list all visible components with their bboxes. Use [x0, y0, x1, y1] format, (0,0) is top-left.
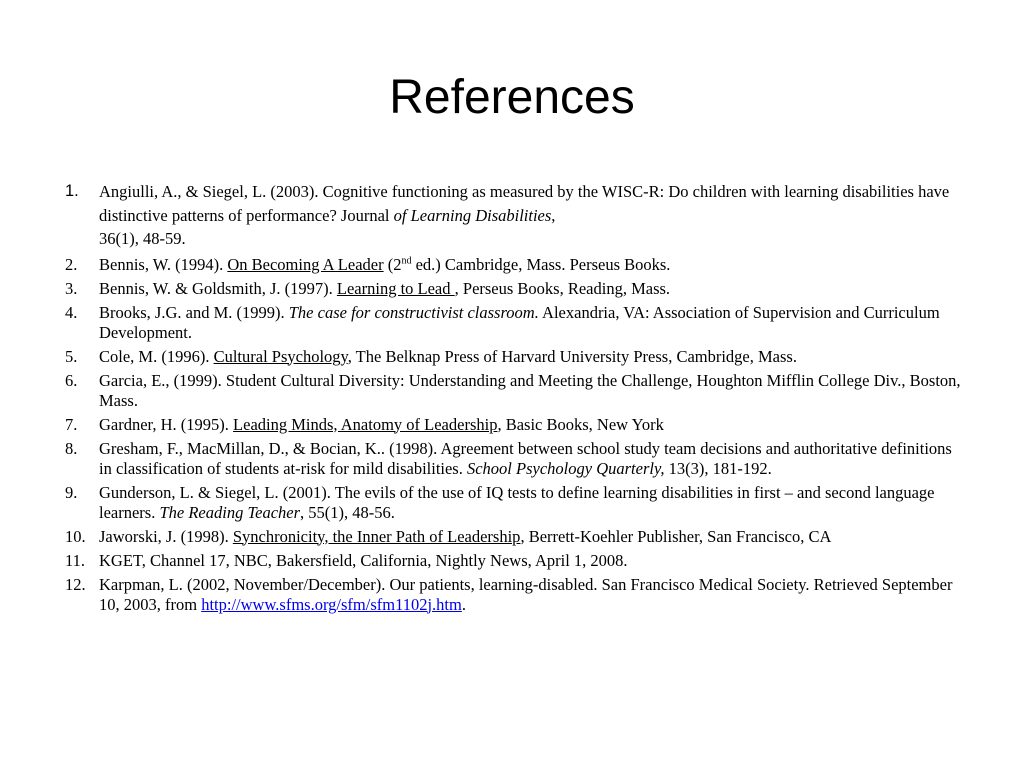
journal-title: School Psychology Quarterly, — [466, 458, 665, 478]
reference-text: Alexandria, VA: Association of Supervision and Curriculum Development. — [99, 302, 940, 342]
reference-text: Angiulli, A., & Siegel, L. (2003). Cognitive functioning as measured by the WISC-R: Do children with learning disabilities have distinctive patterns of performance? Journal — [99, 182, 950, 225]
reference-item — [65, 303, 965, 343]
reference-text: (2 — [383, 254, 402, 274]
book-title: Cultural Psychology — [213, 346, 348, 366]
book-title: On Becoming A Leader — [227, 254, 384, 274]
reference-text: Karpman, L. (2002, November/December). Our patients, learning-disabled. San Francisco Medical Society. Retrieved September 10, 2003, from — [99, 574, 953, 614]
reference-number: 8. — [65, 438, 78, 458]
slide-title: References — [389, 71, 635, 124]
reference-text: Garcia, E., (1999). Student Cultural Diversity: Understanding and Meeting the Challenge, Houghton Mifflin College Div., Boston, Mass. — [99, 370, 961, 410]
reference-text: Gardner, H. (1995). — [99, 414, 234, 434]
reference-text: 13(3), 181-192. — [664, 458, 772, 478]
reference-text: , — [551, 205, 556, 225]
reference-number: 12. — [65, 574, 86, 594]
reference-text: Cole, M. (1996). — [99, 346, 214, 366]
reference-text: Bennis, W. (1994). — [99, 254, 228, 274]
journal-title: The Reading Teacher — [159, 502, 301, 522]
reference-item — [65, 279, 965, 299]
reference-item — [65, 551, 965, 571]
reference-text: , Perseus Books, Reading, Mass. — [454, 278, 671, 298]
reference-text: , The Belknap Press of Harvard University Press, Cambridge, Mass. — [347, 346, 797, 366]
reference-number: 7. — [65, 414, 78, 434]
reference-text: Jaworski, J. (1998). — [99, 526, 233, 546]
reference-number: 6. — [65, 370, 78, 390]
reference-text: ed.) Cambridge, Mass. Perseus Books. — [411, 254, 671, 274]
book-title: The case for constructivist classroom. — [288, 302, 539, 322]
reference-number: 1. — [65, 182, 79, 200]
reference-item — [65, 575, 965, 615]
journal-title: of Learning Disabilities — [393, 205, 552, 225]
reference-item — [65, 483, 965, 523]
reference-number: 9. — [65, 482, 78, 502]
reference-number: 10. — [65, 526, 86, 546]
reference-text: , 55(1), 48-56. — [300, 502, 395, 522]
book-title: Learning to Lead — [336, 278, 455, 298]
reference-number: 3. — [65, 278, 78, 298]
reference-item — [65, 347, 965, 367]
reference-text: 36(1), 48-59. — [99, 229, 186, 248]
book-title: Leading Minds, Anatomy of Leadership — [233, 414, 498, 434]
reference-text: KGET, Channel 17, NBC, Bakersfield, California, Nightly News, April 1, 2008. — [99, 550, 628, 570]
superscript: nd — [401, 255, 412, 266]
reference-number: 2. — [65, 254, 78, 274]
reference-url-link[interactable]: http://www.sfms.org/sfm/sfm1102j.htm — [201, 594, 462, 614]
reference-text: Bennis, W. & Goldsmith, J. (1997). — [99, 278, 337, 298]
reference-text: Brooks, J.G. and M. (1999). — [99, 302, 289, 322]
reference-number: 11. — [65, 550, 86, 570]
reference-item — [65, 415, 965, 435]
reference-text: , Basic Books, New York — [497, 414, 664, 434]
reference-item — [65, 180, 965, 251]
reference-item — [65, 371, 965, 411]
reference-text: Gunderson, L. & Siegel, L. (2001). The evils of the use of IQ tests to define learning disabilities in first – and second language learners. — [99, 482, 935, 522]
reference-item — [65, 439, 965, 479]
book-title: Synchronicity, the Inner Path of Leadership — [232, 526, 521, 546]
reference-item — [65, 255, 965, 275]
reference-list — [65, 180, 965, 619]
reference-text: . — [461, 594, 466, 614]
reference-text: , Berrett-Koehler Publisher, San Francisco, CA — [520, 526, 832, 546]
reference-item — [65, 527, 965, 547]
reference-number: 5. — [65, 346, 78, 366]
reference-text: Gresham, F., MacMillan, D., & Bocian, K.. (1998). Agreement between school study team decisions and authoritative definitions in classification of students at-risk for mild disabilities. — [99, 438, 952, 478]
reference-number: 4. — [65, 302, 78, 322]
